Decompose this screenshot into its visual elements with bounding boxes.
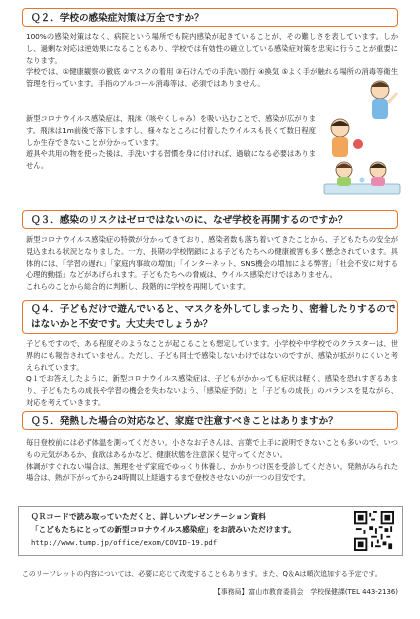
q2-body-bottom (26, 113, 316, 172)
qr-info-box (18, 506, 403, 556)
q2-paragraph-2: 学校では、①健康観察の徹底 ②マスクの着用 ③石けんでの手洗い励行 ④換気 ⑤よく手が触れる場所の消毒等衛生管理を行っています。手指のアルコール消毒等は、必須ではありません。 (26, 67, 398, 89)
q3-paragraph-1: 新型コロナウイルス感染症の特徴が分かってきており、感染者数も落ち着いてきたことから、子どもたちの安全が見込まれる状況となりました。一方、長期の学校閉鎖による子どもたちへの健康被害も多く懸念されています。具体的には、「学習の遅れ」「家庭内事故の増加」「インターネット、SNS機会の増加による弊害」「社会不安に対する心理的動揺」などがあげられます。子どもたちへの脅威は、ウイルス感染だけではありません。 (26, 235, 398, 280)
children-handwashing-illustration (324, 162, 400, 194)
q3-paragraph-2: これらのことから総合的に判断し、段階的に学校を再開しています。 (26, 282, 251, 292)
child-playing-illustration (331, 119, 363, 157)
q2-heading: Ｑ２．学校の感染症対策は万全ですか？ (22, 8, 398, 27)
q4-paragraph-1: 子どもですので、ある程度そのようなことが起こることも想定しています。小学校や中学校でのクラスターは、世界的にも報告されていません。ただし、子ども同士で感染しないわけではないのですが、感染が拡がりにくいと考えられています。 (26, 339, 398, 372)
leaflet-note: このリーフレットの内容については、必要に応じて改変することもあります。また、Q＆Aは順次追加する予定です。 (22, 570, 382, 578)
q3-heading: Ｑ３．感染のリスクはゼロではないのに、なぜ学校を再開するのですか？ (22, 210, 398, 229)
q4-paragraph-2: Q１でお答えしたように、新型コロナウイルス感染症は、子どもがかかっても症状は軽く、感染を恐れすぎるあまり、子どもたちの成長や学習の機会を失わないよう、「感染症予防」と「子どもの成長」のバランスを見ながら、対応を考えていきます。 (26, 374, 398, 407)
q5-paragraph-1: 毎日登校前には必ず体温を測ってください。小さなお子さんは、言葉で上手に説明できないことも多いので、いつもの元気があるか、食欲はあるかなど、健康状態を注意深く見守ってください。 (26, 438, 398, 459)
q2-paragraph-3: 新型コロナウイルス感染症は、飛沫（咳やくしゃみ）を吸い込むことで、感染が広がります。飛沫は1m前後で落下しますし、様々なところに付着したウイルスも長くて数日程度しか生存できないことが分かっています。 (26, 114, 316, 147)
children-illustration (318, 76, 406, 208)
q2-paragraph-4: 遊具や共用の物を使った後は、手洗いする習慣を身に付ければ、過敏になる必要はありません。 (26, 149, 316, 171)
child-waving-illustration (371, 81, 397, 119)
presentation-link[interactable]: http://www.tump.jp/office/exom/COVID-19.pdf (31, 538, 218, 547)
q5-body (26, 437, 398, 484)
qr-code[interactable] (354, 511, 394, 551)
qr-info-line-2: 「こどもたちにとっての新型コロナウイルス感染症」をお読みいただけます。 (31, 525, 296, 534)
q2-paragraph-1: 100%の感染対策はなく、病院という場所でも院内感染が起きていることが、その難しさを表しています。しかし、過剰な対応は逆効果になることもあり、学校では有効性の確立している感染症対策を忠実に行うことが重要になります。 (26, 32, 398, 65)
q3-body (26, 234, 398, 293)
q4-heading: Ｑ４．子どもだけで遊んでいると、マスクを外してしまったり、密着したりするのではないかと不安です。大丈夫でしょうか？ (22, 300, 398, 334)
qr-info-line-1: ＱＲコードで読み取っていただくと、詳しいプレゼンテーション資料 (31, 512, 266, 521)
q5-heading: Ｑ５．発熱した場合の対応など、家庭で注意すべきことはありますか？ (22, 411, 398, 430)
q4-body (26, 338, 398, 409)
office-contact: 【事務局】富山市教育委員会 学校保健課(TEL 443-2136) (213, 588, 398, 596)
q5-paragraph-2: 体調がすぐれない場合は、無理をせず家庭でゆっくり休養し、かかりつけ医を受診してください。発熱がみられた場合は、熱が下がってから24時間以上経過するまで登校させないのが一つの目安です。 (26, 461, 398, 483)
